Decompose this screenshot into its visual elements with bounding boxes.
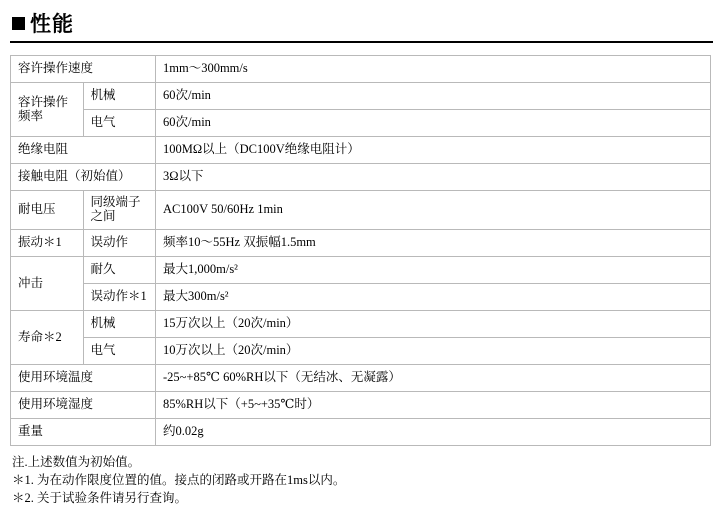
table-row <box>11 418 711 445</box>
row-sublabel: 电气 <box>83 337 156 364</box>
footnotes <box>10 453 713 507</box>
table-row <box>11 229 711 256</box>
row-value: 60次/min <box>156 110 711 137</box>
row-sublabel: 机械 <box>83 83 156 110</box>
table-row <box>11 283 711 310</box>
footnote-0: 注.上述数值为初始值。 <box>12 454 141 469</box>
row-value: 频率10～55Hz 双振幅1.5mm <box>156 229 711 256</box>
row-label: 振动＊1 <box>11 229 84 256</box>
table-row <box>11 391 711 418</box>
row-value: 3Ω以下 <box>156 164 711 191</box>
table-row <box>11 110 711 137</box>
row-value: 最大1,000m/s² <box>156 256 711 283</box>
table-row <box>11 83 711 110</box>
row-label: 容许操作频率 <box>11 83 84 137</box>
row-value: 1mm～300mm/s <box>156 56 711 83</box>
row-label: 接触电阻（初始值） <box>11 164 156 191</box>
row-sublabel: 电气 <box>83 110 156 137</box>
row-value: AC100V 50/60Hz 1min <box>156 191 711 230</box>
row-label: 寿命＊2 <box>11 310 84 364</box>
row-label: 使用环境温度 <box>11 364 156 391</box>
row-sublabel: 误动作 <box>83 229 156 256</box>
table-row <box>11 191 711 230</box>
title-divider <box>10 41 713 43</box>
performance-spec-table <box>10 55 711 446</box>
row-label: 耐电压 <box>11 191 84 230</box>
row-value: 100MΩ以上（DC100V绝缘电阻计） <box>156 137 711 164</box>
page-title <box>10 8 713 41</box>
table-row <box>11 310 711 337</box>
row-value: 10万次以上（20次/min） <box>156 337 711 364</box>
row-sublabel: 误动作＊1 <box>83 283 156 310</box>
footnote-2: ＊2. 关于试验条件请另行查询。 <box>12 491 188 505</box>
row-value: 15万次以上（20次/min） <box>156 310 711 337</box>
row-label: 绝缘电阻 <box>11 137 156 164</box>
table-row <box>11 364 711 391</box>
row-sublabel: 耐久 <box>83 256 156 283</box>
page-title-text: 性能 <box>30 12 74 36</box>
row-value: 约0.02g <box>156 418 711 445</box>
row-value: 85%RH以下（+5~+35℃时） <box>156 391 711 418</box>
table-row <box>11 337 711 364</box>
row-value: 60次/min <box>156 83 711 110</box>
table-row <box>11 256 711 283</box>
row-label: 使用环境湿度 <box>11 391 156 418</box>
row-label: 冲击 <box>11 256 84 310</box>
row-sublabel: 同级端子之间 <box>83 191 156 230</box>
spec-table-body <box>11 56 711 446</box>
table-row <box>11 137 711 164</box>
row-label: 容许操作速度 <box>11 56 156 83</box>
row-sublabel: 机械 <box>83 310 156 337</box>
footnote-1: ＊1. 为在动作限度位置的值。接点的闭路或开路在1ms以内。 <box>12 472 346 487</box>
table-row <box>11 164 711 191</box>
table-row <box>11 56 711 83</box>
row-label: 重量 <box>11 418 156 445</box>
black-square-icon <box>12 17 25 30</box>
row-value: -25~+85℃ 60%RH以下（无结冰、无凝露） <box>156 364 711 391</box>
row-value: 最大300m/s² <box>156 283 711 310</box>
